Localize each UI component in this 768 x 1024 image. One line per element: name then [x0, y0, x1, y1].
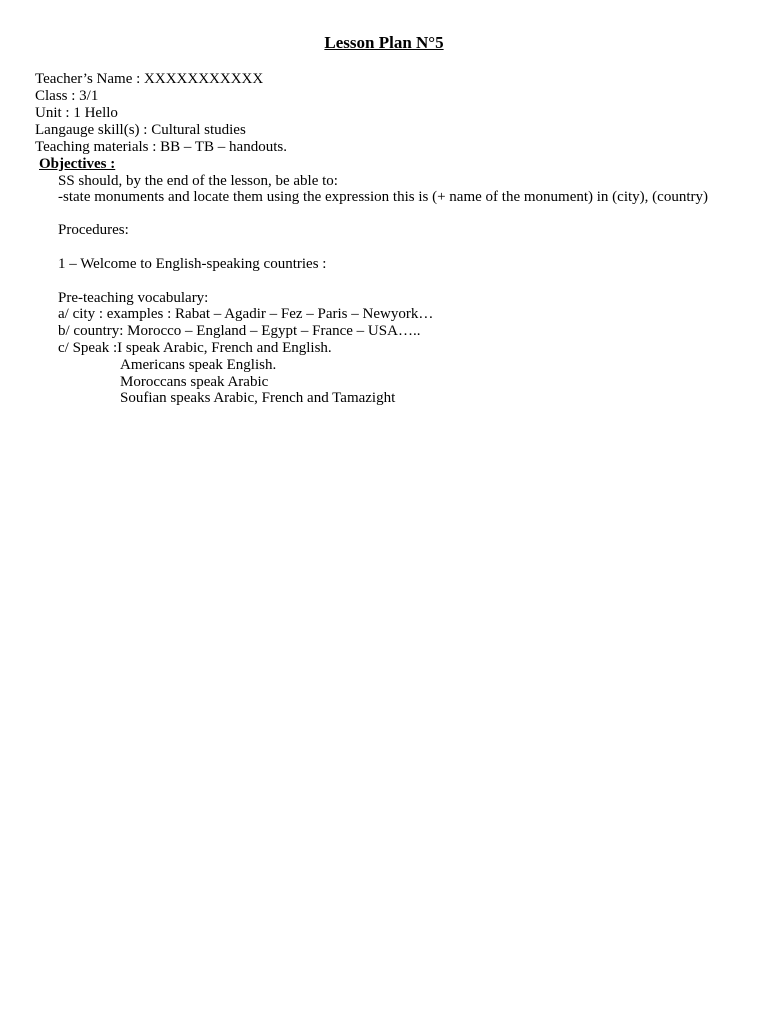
- document-title: Lesson Plan N°5: [324, 33, 444, 52]
- objectives-heading: Objectives :: [39, 156, 116, 172]
- speak-example: Americans speak English.: [120, 357, 277, 373]
- class-info: Class : 3/1: [35, 88, 99, 104]
- teaching-materials: Teaching materials : BB – TB – handouts.: [35, 139, 287, 155]
- unit-info: Unit : 1 Hello: [35, 105, 118, 121]
- procedures-heading: Procedures:: [58, 222, 129, 238]
- objectives-intro: SS should, by the end of the lesson, be able to:: [58, 173, 338, 189]
- objective-item: -state monuments and locate them using the expression this is (+ name of the monument) in (city), (country): [58, 189, 708, 205]
- vocabulary-city: a/ city : examples : Rabat – Agadir – Fez – Paris – Newyork…: [58, 306, 434, 322]
- vocabulary-country: b/ country: Morocco – England – Egypt – France – USA…..: [58, 323, 421, 339]
- language-skills: Langauge skill(s) : Cultural studies: [35, 122, 246, 138]
- speak-example: Soufian speaks Arabic, French and Tamazight: [120, 390, 396, 406]
- procedure-step-1: 1 – Welcome to English-speaking countries :: [58, 256, 327, 272]
- vocabulary-speak: c/ Speak :I speak Arabic, French and English.: [58, 340, 332, 356]
- vocabulary-heading: Pre-teaching vocabulary:: [58, 290, 209, 306]
- teacher-name: Teacher’s Name : XXXXXXXXXXX: [35, 71, 264, 87]
- speak-example: Moroccans speak Arabic: [120, 374, 269, 390]
